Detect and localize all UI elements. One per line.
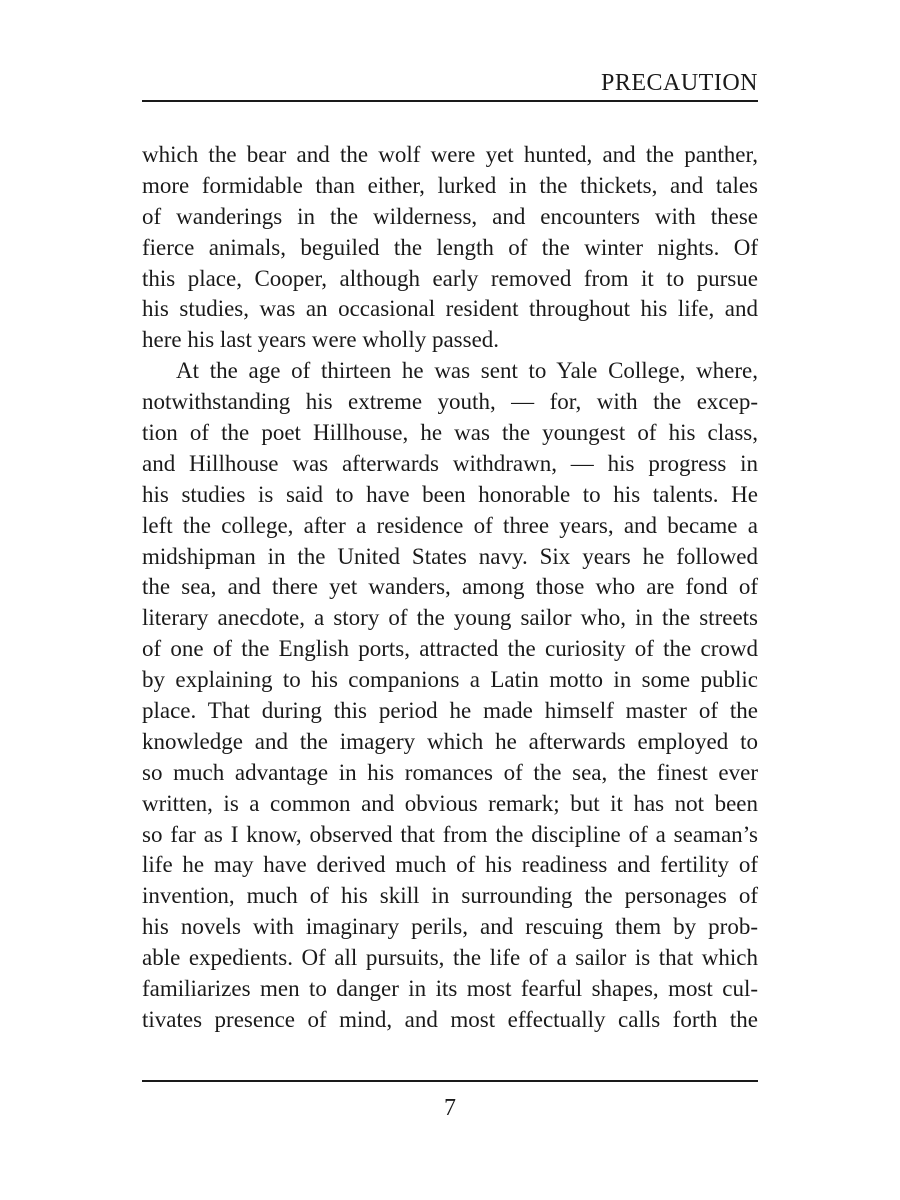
paragraph-2 xyxy=(142,356,758,1036)
text-line: invention, much of his skill in surrounding the personages of xyxy=(142,883,758,909)
text-line: notwithstanding his extreme youth, — for, with the excep- xyxy=(142,389,758,415)
text-line: life he may have derived much of his readiness and fertility of xyxy=(142,852,758,878)
text-line: his studies, was an occasional resident throughout his life, and xyxy=(142,296,758,322)
text-line: left the college, after a residence of three years, and became a xyxy=(142,512,758,538)
text-line: able expedients. Of all pursuits, the life of a sailor is that which xyxy=(142,945,758,971)
text-line: his studies is said to have been honorable to his talents. He xyxy=(142,481,758,507)
footer-rule xyxy=(142,1080,758,1082)
text-line: and Hillhouse was afterwards withdrawn, — his progress in xyxy=(142,450,758,476)
text-line: familiarizes men to danger in its most fearful shapes, most cul- xyxy=(142,976,758,1002)
text-line: here his last years were wholly passed. xyxy=(142,327,500,353)
text-line: more formidable than either, lurked in the thickets, and tales xyxy=(142,172,758,198)
text-line: which the bear and the wolf were yet hunted, and the panther, xyxy=(142,142,758,167)
body-text xyxy=(142,140,758,1036)
text-line: fierce animals, beguiled the length of the winter nights. Of xyxy=(142,234,758,260)
text-line: this place, Cooper, although early removed from it to pursue xyxy=(142,265,758,291)
text-line: At the age of thirteen he was sent to Yale College, where, xyxy=(176,358,758,384)
text-line: place. That during this period he made himself master of the xyxy=(142,698,758,724)
paragraph-1 xyxy=(142,140,758,356)
text-line: by explaining to his companions a Latin motto in some public xyxy=(142,667,758,693)
text-line: midshipman in the United States navy. Six years he followed xyxy=(142,543,758,569)
text-line: the sea, and there yet wanders, among those who are fond of xyxy=(142,574,758,600)
text-line: of one of the English ports, attracted the curiosity of the crowd xyxy=(142,636,758,662)
text-line: tion of the poet Hillhouse, he was the youngest of his class, xyxy=(142,420,758,446)
text-line: so much advantage in his romances of the sea, the finest ever xyxy=(142,759,758,785)
text-line: written, is a common and obvious remark; but it has not been xyxy=(142,790,758,816)
header-rule xyxy=(142,100,758,102)
text-line: his novels with imaginary perils, and rescuing them by prob- xyxy=(142,914,758,940)
text-line: tivates presence of mind, and most effectually calls forth the xyxy=(142,1006,758,1032)
text-line: so far as I know, observed that from the discipline of a seaman’s xyxy=(142,821,758,847)
text-line: of wanderings in the wilderness, and encounters with these xyxy=(142,203,758,229)
text-line: literary anecdote, a story of the young sailor who, in the streets xyxy=(142,605,758,631)
running-head-title: PRECAUTION xyxy=(600,70,758,96)
text-line: knowledge and the imagery which he afterwards employed to xyxy=(142,728,758,754)
page-number: 7 xyxy=(444,1095,456,1121)
